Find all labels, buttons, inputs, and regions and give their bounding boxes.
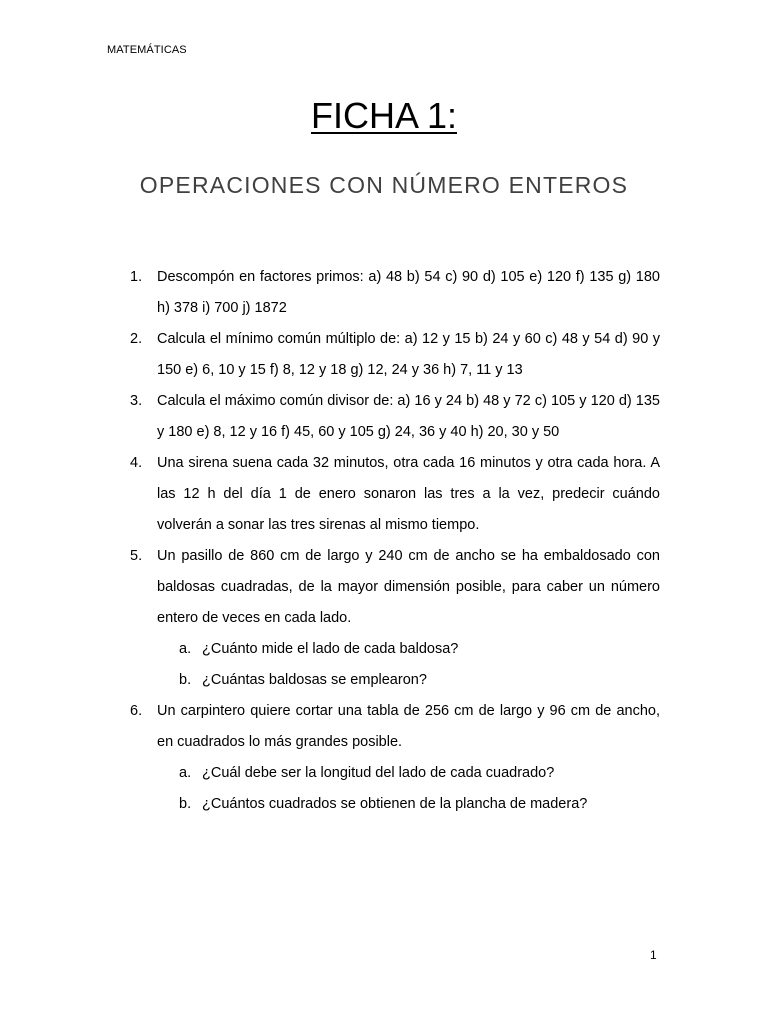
- sub-question-text: ¿Cuántos cuadrados se obtienen de la plancha de madera?: [202, 796, 588, 812]
- sub-question: [0, 665, 768, 696]
- exercise-text: Calcula el máximo común divisor de: a) 16 y 24 b) 48 y 72 c) 105 y 120 d) 135 y 180 e) 8, 12 y 16 f) 45, 60 y 105 g) 24, 36 y 40 h) 20, 30 y 50: [157, 393, 660, 440]
- sub-question-letter: a.: [179, 641, 192, 657]
- exercise-number: 2.: [130, 331, 143, 347]
- sub-question-text: ¿Cuántas baldosas se emplearon?: [202, 672, 427, 688]
- exercise-text: Descompón en factores primos: a) 48 b) 54 c) 90 d) 105 e) 120 f) 135 g) 180 h) 378 i) 700 j) 1872: [157, 269, 660, 316]
- page-number: 1: [650, 948, 657, 962]
- sub-question: [0, 634, 768, 665]
- exercise-item: [0, 448, 768, 541]
- page-title: FICHA 1:: [310, 95, 458, 136]
- exercise-item: [0, 386, 768, 448]
- exercise-text: Un pasillo de 860 cm de largo y 240 cm de ancho se ha embaldosado con baldosas cuadradas, de la mayor dimensión posible, para caber un número entero de veces en cada lado.: [157, 548, 660, 626]
- exercise-number: 1.: [130, 269, 143, 285]
- sub-question-text: ¿Cuánto mide el lado de cada baldosa?: [202, 641, 459, 657]
- page-subtitle: OPERACIONES CON NÚMERO ENTEROS: [139, 172, 629, 198]
- exercise-text: Calcula el mínimo común múltiplo de: a) 12 y 15 b) 24 y 60 c) 48 y 54 d) 90 y 150 e) 6, 10 y 15 f) 8, 12 y 18 g) 12, 24 y 36 h) 7, 11 y 13: [157, 331, 660, 378]
- exercise-text: Una sirena suena cada 32 minutos, otra cada 16 minutos y otra cada hora. A las 12 h del día 1 de enero sonaron las tres a la vez, predecir cuándo volverán a sonar las tres sirenas al mismo tiempo.: [157, 455, 660, 533]
- sub-question: [0, 758, 768, 789]
- exercise-number: 3.: [130, 393, 143, 409]
- sub-question-list: [0, 634, 768, 696]
- exercise-list: [0, 262, 768, 820]
- exercise-text: Un carpintero quiere cortar una tabla de 256 cm de largo y 96 cm de ancho, en cuadrados lo más grandes posible.: [157, 703, 660, 750]
- exercise-number: 5.: [130, 548, 143, 564]
- sub-question: [0, 789, 768, 820]
- exercise-item: [0, 262, 768, 324]
- exercise-number: 6.: [130, 703, 143, 719]
- sub-question-text: ¿Cuál debe ser la longitud del lado de cada cuadrado?: [202, 765, 555, 781]
- sub-question-letter: a.: [179, 765, 192, 781]
- exercise-item: [0, 696, 768, 820]
- exercise-item: [0, 324, 768, 386]
- exercise-number: 4.: [130, 455, 143, 471]
- sub-question-letter: b.: [179, 672, 192, 688]
- page-header-subject: MATEMÁTICAS: [107, 44, 187, 56]
- sub-question-list: [0, 758, 768, 820]
- exercise-item: [0, 541, 768, 696]
- sub-question-letter: b.: [179, 796, 192, 812]
